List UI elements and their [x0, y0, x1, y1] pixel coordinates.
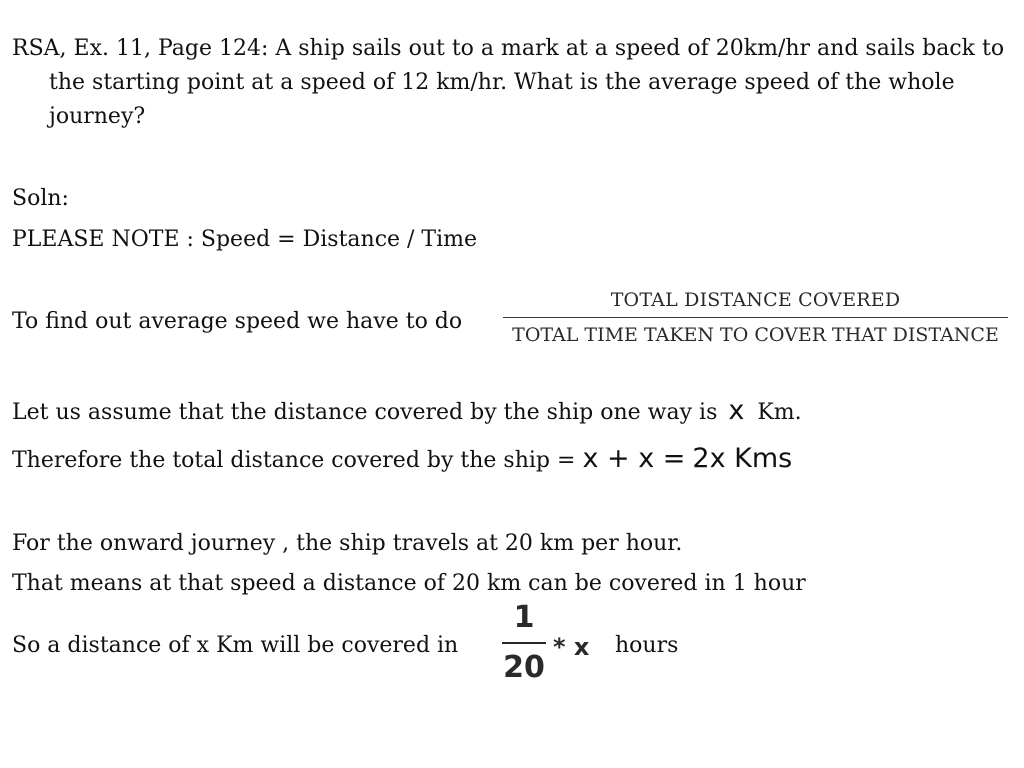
assumption-unit: Km.: [757, 400, 802, 425]
fraction-denominator: TOTAL TIME TAKEN TO COVER THAT DISTANCE: [512, 324, 999, 346]
distance-time-line: That means at that speed a distance of 20 km can be covered in 1 hour: [12, 571, 806, 596]
total-distance-text: Therefore the total distance covered by the ship =: [12, 448, 576, 473]
total-distance-line: [12, 442, 792, 478]
variable-x: x: [728, 395, 745, 426]
one-twentieth-fraction: [502, 598, 546, 688]
hours-unit: hours: [615, 633, 679, 658]
speed-formula-note: PLEASE NOTE : Speed = Distance / Time: [12, 227, 478, 252]
small-fraction-numerator: 1: [513, 600, 535, 635]
average-speed-line: To find out average speed we have to do: [12, 309, 463, 334]
average-speed-fraction: [503, 287, 1008, 350]
times-x-term: * x: [553, 633, 590, 661]
fraction-numerator: TOTAL DISTANCE COVERED: [610, 289, 901, 311]
solution-label: Soln:: [12, 186, 69, 211]
problem-statement: RSA, Ex. 11, Page 124: A ship sails out to a mark at a speed of 20km/hr and sails back to the starting point at a speed of 12 km/hr. What is the average speed of the whole journey?: [12, 36, 1005, 129]
assumption-text: Let us assume that the distance covered by the ship one way is: [12, 400, 718, 425]
small-fraction-bar: [502, 642, 546, 644]
covered-time-line: So a distance of x Km will be covered in: [12, 633, 459, 658]
total-distance-result: 2x Kms: [692, 443, 793, 474]
assumption-line: [12, 394, 802, 430]
fraction-bar: [503, 317, 1008, 318]
small-fraction-denominator: 20: [503, 650, 545, 685]
onward-journey-line: For the onward journey , the ship travels at 20 km per hour.: [12, 531, 683, 556]
total-distance-expression: x + x =: [582, 443, 686, 474]
